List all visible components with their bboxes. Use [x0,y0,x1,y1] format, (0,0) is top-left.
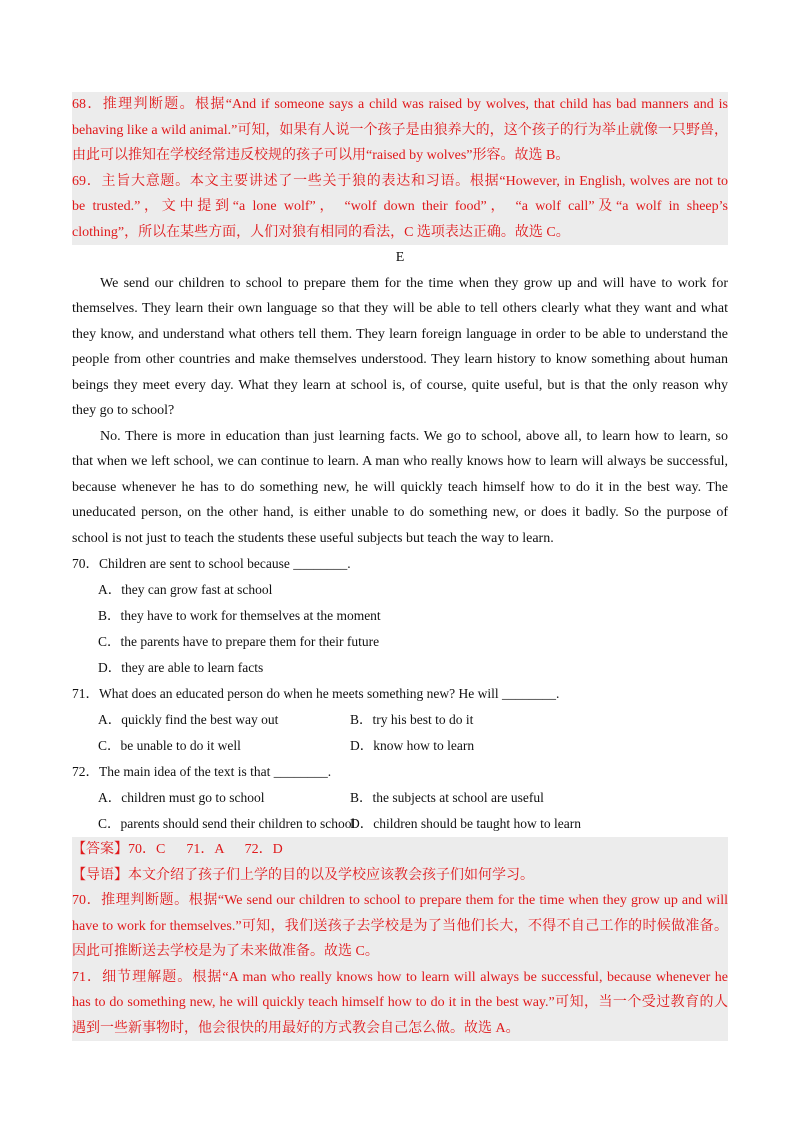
section-letter: E [395,250,405,265]
passage-p1-line-1: We send our children to school to prepare them for the time when they grow up and will have to work for [100,275,728,291]
passage-p2-line-1: No. There is more in education than just learning facts. We go to school, above all, to learn how to learn, so [100,428,728,444]
passage-p2-line-5: school is not just to teach the students these useful subjects but teach the way to learn. [72,530,554,546]
question-70-option-b: B．they have to work for themselves at the moment [98,608,381,623]
question-72 [72,759,728,837]
question-70-stem: 70．Children are sent to school because ________. [72,556,351,571]
explanation-70-line-3: 因此可推断送去学校是为了未来做准备。故选 C。 [72,944,379,959]
answer-line: 【答案】70．C 71．A 72．D [72,842,283,857]
question-70 [72,551,728,681]
answer-block [72,837,728,1041]
explanation-68-line-2: behaving like a wild animal.”可知，如果有人说一个孩子是由狼养大的，这个孩子的行为举止就像一只野兽， [72,122,728,138]
question-72-option-b: B．the subjects at school are useful [350,790,544,805]
explanation-69-line-3: clothing”，所以在某些方面，人们对狼有相同的看法，C 选项表达正确。故选 C。 [72,224,570,240]
passage-p1-line-6: they go to school? [72,403,175,418]
explanation-71-line-2: has to do something new, he will quickly teach himself how to do it in the best way.”可知，当一个受过教育的人 [72,995,728,1010]
question-72-row-1 [72,785,728,811]
question-71-row-1 [72,707,728,733]
passage-p2-line-4: uneducated person, on the other hand, is either unable to do something new, or does it badly. So the purpose of [72,505,728,520]
question-71-option-d: D．know how to learn [350,738,475,753]
explanation-70-line-1: 70．推理判断题。根据“We send our children to school to prepare them for the time when they grow up and will [72,893,728,908]
document-page [72,92,728,1041]
explanation-68-line-3: 由此可以推知在学校经常违反校规的孩子可以用“raised by wolves”形容。故选 B。 [72,148,570,163]
question-71-option-b: B．try his best to do it [350,712,474,727]
question-71-option-a: A．quickly find the best way out [98,712,279,727]
question-71-option-c: C．be unable to do it well [98,738,241,753]
passage-p1-line-5: beings they meet every day. What they learn at school is, of course, quite useful, but is that the only reason why [72,377,728,393]
passage-p1-line-4: people from other countries and make themselves understood. They learn history to know something about human [72,352,728,367]
question-70-option-a: A．they can grow fast at school [98,582,273,597]
passage-p1-line-2: themselves. They learn their own language so that they will be able to tell others clearly what they want and what [72,301,728,316]
question-71-stem: 71．What does an educated person do when he meets something new? He will ________. [72,686,560,701]
explanation-block-top [72,92,728,245]
question-70-option-d: D．they are able to learn facts [98,660,264,675]
explanation-69-line-2: be trusted.”，文中提到“a lone wolf”， “wolf down their food”， “a wolf call”及“a wolf in sheep’s [72,199,728,214]
explanation-69-line-1: 69．主旨大意题。本文主要讲述了一些关于狼的表达和习语。根据“However, in English, wolves are not to [72,173,728,189]
explanation-71-line-3: 遇到一些新事物时，他会很快的用最好的方式教会自己怎么做。故选 A。 [72,1020,520,1036]
explanation-68-line-1: 68．推理判断题。根据“And if someone says a child was raised by wolves, that child has bad manners and is [72,97,728,112]
question-72-stem: 72．The main idea of the text is that ________. [72,764,332,779]
passage-p2-line-3: because whenever he has to do something new, he will quickly teach himself how to do it in the best way. The [72,479,728,495]
question-71 [72,681,728,759]
question-71-row-2 [72,733,728,759]
question-70-option-c: C．the parents have to prepare them for their future [98,634,380,649]
question-72-option-a: A．children must go to school [98,790,265,805]
passage-p1-line-3: they know, and understand what others tell them. They learn foreign language in order to be able to understand the [72,326,728,342]
explanation-70-line-2: have to work for themselves.”可知，我们送孩子去学校是为了当他们长大，不得不自己工作的时候做准备。 [72,918,728,934]
question-72-option-d: D．children should be taught how to learn [350,816,581,831]
guide-line: 【导语】本文介绍了孩子们上学的目的以及学校应该教会孩子们如何学习。 [72,867,534,883]
question-72-row-2 [72,811,728,837]
question-72-option-c: C．parents should send their children to school [98,816,356,831]
passage [72,271,728,552]
passage-p2-line-2: that when we left school, we can continue to learn. A man who really knows how to learn will always be successful, [72,454,728,469]
explanation-71-line-1: 71．细节理解题。根据“A man who really knows how to learn will always be successful, because whenever he [72,969,728,985]
